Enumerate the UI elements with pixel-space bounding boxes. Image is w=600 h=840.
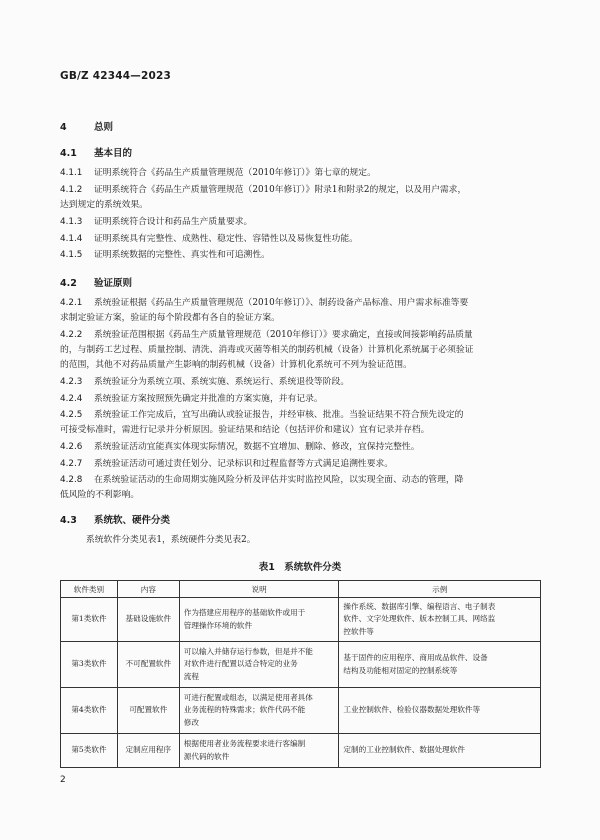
table-row xyxy=(61,688,541,734)
clause-4-2-1-continuation: 求制定验证方案，验证的每个阶段都有各自的验证方案。 xyxy=(60,313,280,323)
clause-4-2-8-continuation: 低风险的不利影响。 xyxy=(60,490,140,500)
column-header: 内容 xyxy=(117,581,179,598)
category-cell: 第3类软件 xyxy=(61,642,118,688)
clause-number: 4.2.8 xyxy=(60,475,83,485)
clause-text: 系统验证工作完成后，宜写出确认或验证报告，并经审核、批准。当验证结果不符合预先设定的 xyxy=(94,410,464,420)
clause-4-2-4 xyxy=(60,392,323,407)
section-4-3-heading xyxy=(60,512,170,526)
clause-4-2-7 xyxy=(60,457,393,472)
example-cell xyxy=(339,734,541,768)
section-number: 4.1 xyxy=(60,148,77,159)
example-line: 基于固件的应用程序、商用成品软件、设备 xyxy=(343,653,488,662)
section-4-3-text: 系统软件分类见表1，系统硬件分类见表2。 xyxy=(86,535,256,545)
clause-text: 系统验证分为系统立项、系统实施、系统运行、系统退役等阶段。 xyxy=(94,377,350,387)
clause-text: 证明系统符合《药品生产质量管理规范（2010年修订）》第七章的规定。 xyxy=(94,168,376,178)
description-line: 根据使用者业务流程要求进行客编制 xyxy=(183,739,306,748)
category-cell: 第1类软件 xyxy=(61,598,118,642)
clause-4-1-2 xyxy=(60,183,466,198)
description-cell xyxy=(179,642,339,688)
description-line: 可以输入并储存运行参数，但是并不能 xyxy=(183,646,313,656)
clause-4-1-1 xyxy=(60,166,376,181)
document-id-header: GB/Z 42344—2023 xyxy=(60,70,171,82)
description-line: 可进行配置或组态，以满足使用者具体 xyxy=(183,692,313,702)
description-line: 作为搭建应用程序的基础软件或用于 xyxy=(183,608,306,617)
description-line: 业务流程的特殊需求；软件代码不能 xyxy=(183,705,306,715)
section-title: 系统软、硬件分类 xyxy=(94,515,171,526)
description-line: 管理操作环境的软件 xyxy=(183,620,253,630)
clause-number: 4.1.1 xyxy=(60,168,83,178)
description-line: 对软件进行配置以适合特定的业务 xyxy=(183,659,298,669)
section-title: 基本目的 xyxy=(94,148,133,159)
clause-text: 证明系统符合《药品生产质量管理规范（2010年修订）》附录1和附录2的规定，以及用户需求， xyxy=(94,185,467,195)
example-line: 软件、文字处理软件、版本控制工具、网络监 xyxy=(343,614,496,624)
section-4-1-heading xyxy=(60,145,132,159)
clause-4-1-4 xyxy=(60,232,358,247)
table-1-caption: 表1 系统软件分类 xyxy=(258,562,342,573)
clause-number: 4.2.1 xyxy=(60,298,83,308)
description-line: 流程 xyxy=(183,671,199,681)
clause-number: 4.1.2 xyxy=(60,185,83,195)
clause-4-2-2-continuation: 的，与制药工艺过程、质量控制、清洗、消毒或灭菌等相关的制药机械（设备）计算机化系统属于必须验证 xyxy=(60,345,474,355)
section-4-heading xyxy=(60,119,113,133)
table-row xyxy=(61,642,541,688)
clause-text: 证明系统具有完整性、成熟性、稳定性、容错性以及易恢复性功能。 xyxy=(94,234,358,244)
clause-4-2-2 xyxy=(60,328,473,343)
clause-number: 4.2.2 xyxy=(60,330,83,340)
description-line: 修改 xyxy=(183,717,199,727)
table-header-row xyxy=(61,581,541,598)
clause-number: 4.2.6 xyxy=(60,442,83,452)
clause-4-2-5 xyxy=(60,408,463,423)
example-cell xyxy=(339,642,541,688)
content-cell: 不可配置软件 xyxy=(117,642,179,688)
section-number: 4 xyxy=(60,122,67,133)
description-cell xyxy=(179,598,339,642)
clause-number: 4.2.3 xyxy=(60,377,83,387)
clause-4-1-3 xyxy=(60,215,252,230)
example-line: 控软件等 xyxy=(343,626,374,636)
page-number: 2 xyxy=(60,775,66,785)
clause-4-1-2-continuation: 达到规定的系统效果。 xyxy=(60,200,148,210)
section-number: 4.2 xyxy=(60,278,77,289)
clause-4-2-2-continuation: 的范围，其他不对药品质量产生影响的制药机械（设备）计算机化系统可不列为验证范围。 xyxy=(60,360,412,370)
description-cell xyxy=(179,734,339,768)
table-row xyxy=(61,598,541,642)
example-line: 工业控制软件、检验仪器数据处理软件等 xyxy=(343,705,481,715)
example-cell xyxy=(339,688,541,734)
example-line: 定制的工业控制软件、数据处理软件 xyxy=(343,745,465,755)
clause-text: 证明系统数据的完整性、真实性和可追溯性。 xyxy=(94,250,270,260)
column-header: 说明 xyxy=(179,581,339,598)
clause-4-1-5 xyxy=(60,248,270,263)
section-number: 4.3 xyxy=(60,515,77,526)
clause-number: 4.2.4 xyxy=(60,394,83,404)
clause-number: 4.2.5 xyxy=(60,410,83,420)
clause-text: 证明系统符合设计和药品生产质量要求。 xyxy=(94,217,253,227)
clause-number: 4.1.5 xyxy=(60,250,83,260)
column-header: 示例 xyxy=(339,581,541,598)
clause-text: 系统验证活动宜能真实体现实际情况，数据不宜增加、删除、修改，宜保持完整性。 xyxy=(94,442,420,452)
clause-number: 4.1.3 xyxy=(60,217,83,227)
clause-text: 在系统验证活动的生命周期实施风险分析及评估并实时监控风险，以实现全面、动态的管理，降 xyxy=(94,475,464,485)
clause-text: 系统验证范围根据《药品生产质量管理规范（2010年修订）》要求确定，直接或间接影响药品质量 xyxy=(94,330,473,340)
clause-number: 4.1.4 xyxy=(60,234,83,244)
clause-4-2-5-continuation: 可接受标准时，需进行记录并分析原因。验证结果和结论（包括评价和建议）宜有记录并存档。 xyxy=(60,425,430,435)
example-cell xyxy=(339,598,541,642)
section-title: 验证原则 xyxy=(94,278,133,289)
clause-4-2-8 xyxy=(60,473,463,488)
table-row xyxy=(61,734,541,768)
content-cell: 可配置软件 xyxy=(117,688,179,734)
section-title: 总则 xyxy=(94,122,114,133)
example-line: 操作系统、数据库引擎、编程语言、电子制表 xyxy=(343,601,496,611)
content-cell: 定制应用程序 xyxy=(117,734,179,768)
section-4-2-heading xyxy=(60,275,132,289)
content-cell: 基础设施软件 xyxy=(117,598,179,642)
clause-text: 系统验证根据《药品生产质量管理规范（2010年修订）》、制药设备产品标准、用户需求标准等要 xyxy=(94,298,469,308)
column-header: 软件类别 xyxy=(61,581,118,598)
category-cell: 第4类软件 xyxy=(61,688,118,734)
clause-number: 4.2.7 xyxy=(60,459,83,469)
clause-text: 系统验证方案按照预先确定并批准的方案实施，并有记录。 xyxy=(94,394,323,404)
description-line: 源代码的软件 xyxy=(183,751,230,761)
clause-text: 系统验证活动可通过责任划分、记录标识和过程监督等方式满足追溯性要求。 xyxy=(94,459,394,469)
example-line: 结构及功能相对固定的控制系统等 xyxy=(343,665,458,675)
category-cell: 第5类软件 xyxy=(61,734,118,768)
clause-4-2-3 xyxy=(60,375,349,390)
software-classification-table xyxy=(60,580,541,768)
description-cell xyxy=(179,688,339,734)
clause-4-2-1 xyxy=(60,296,468,311)
clause-4-2-6 xyxy=(60,440,420,455)
